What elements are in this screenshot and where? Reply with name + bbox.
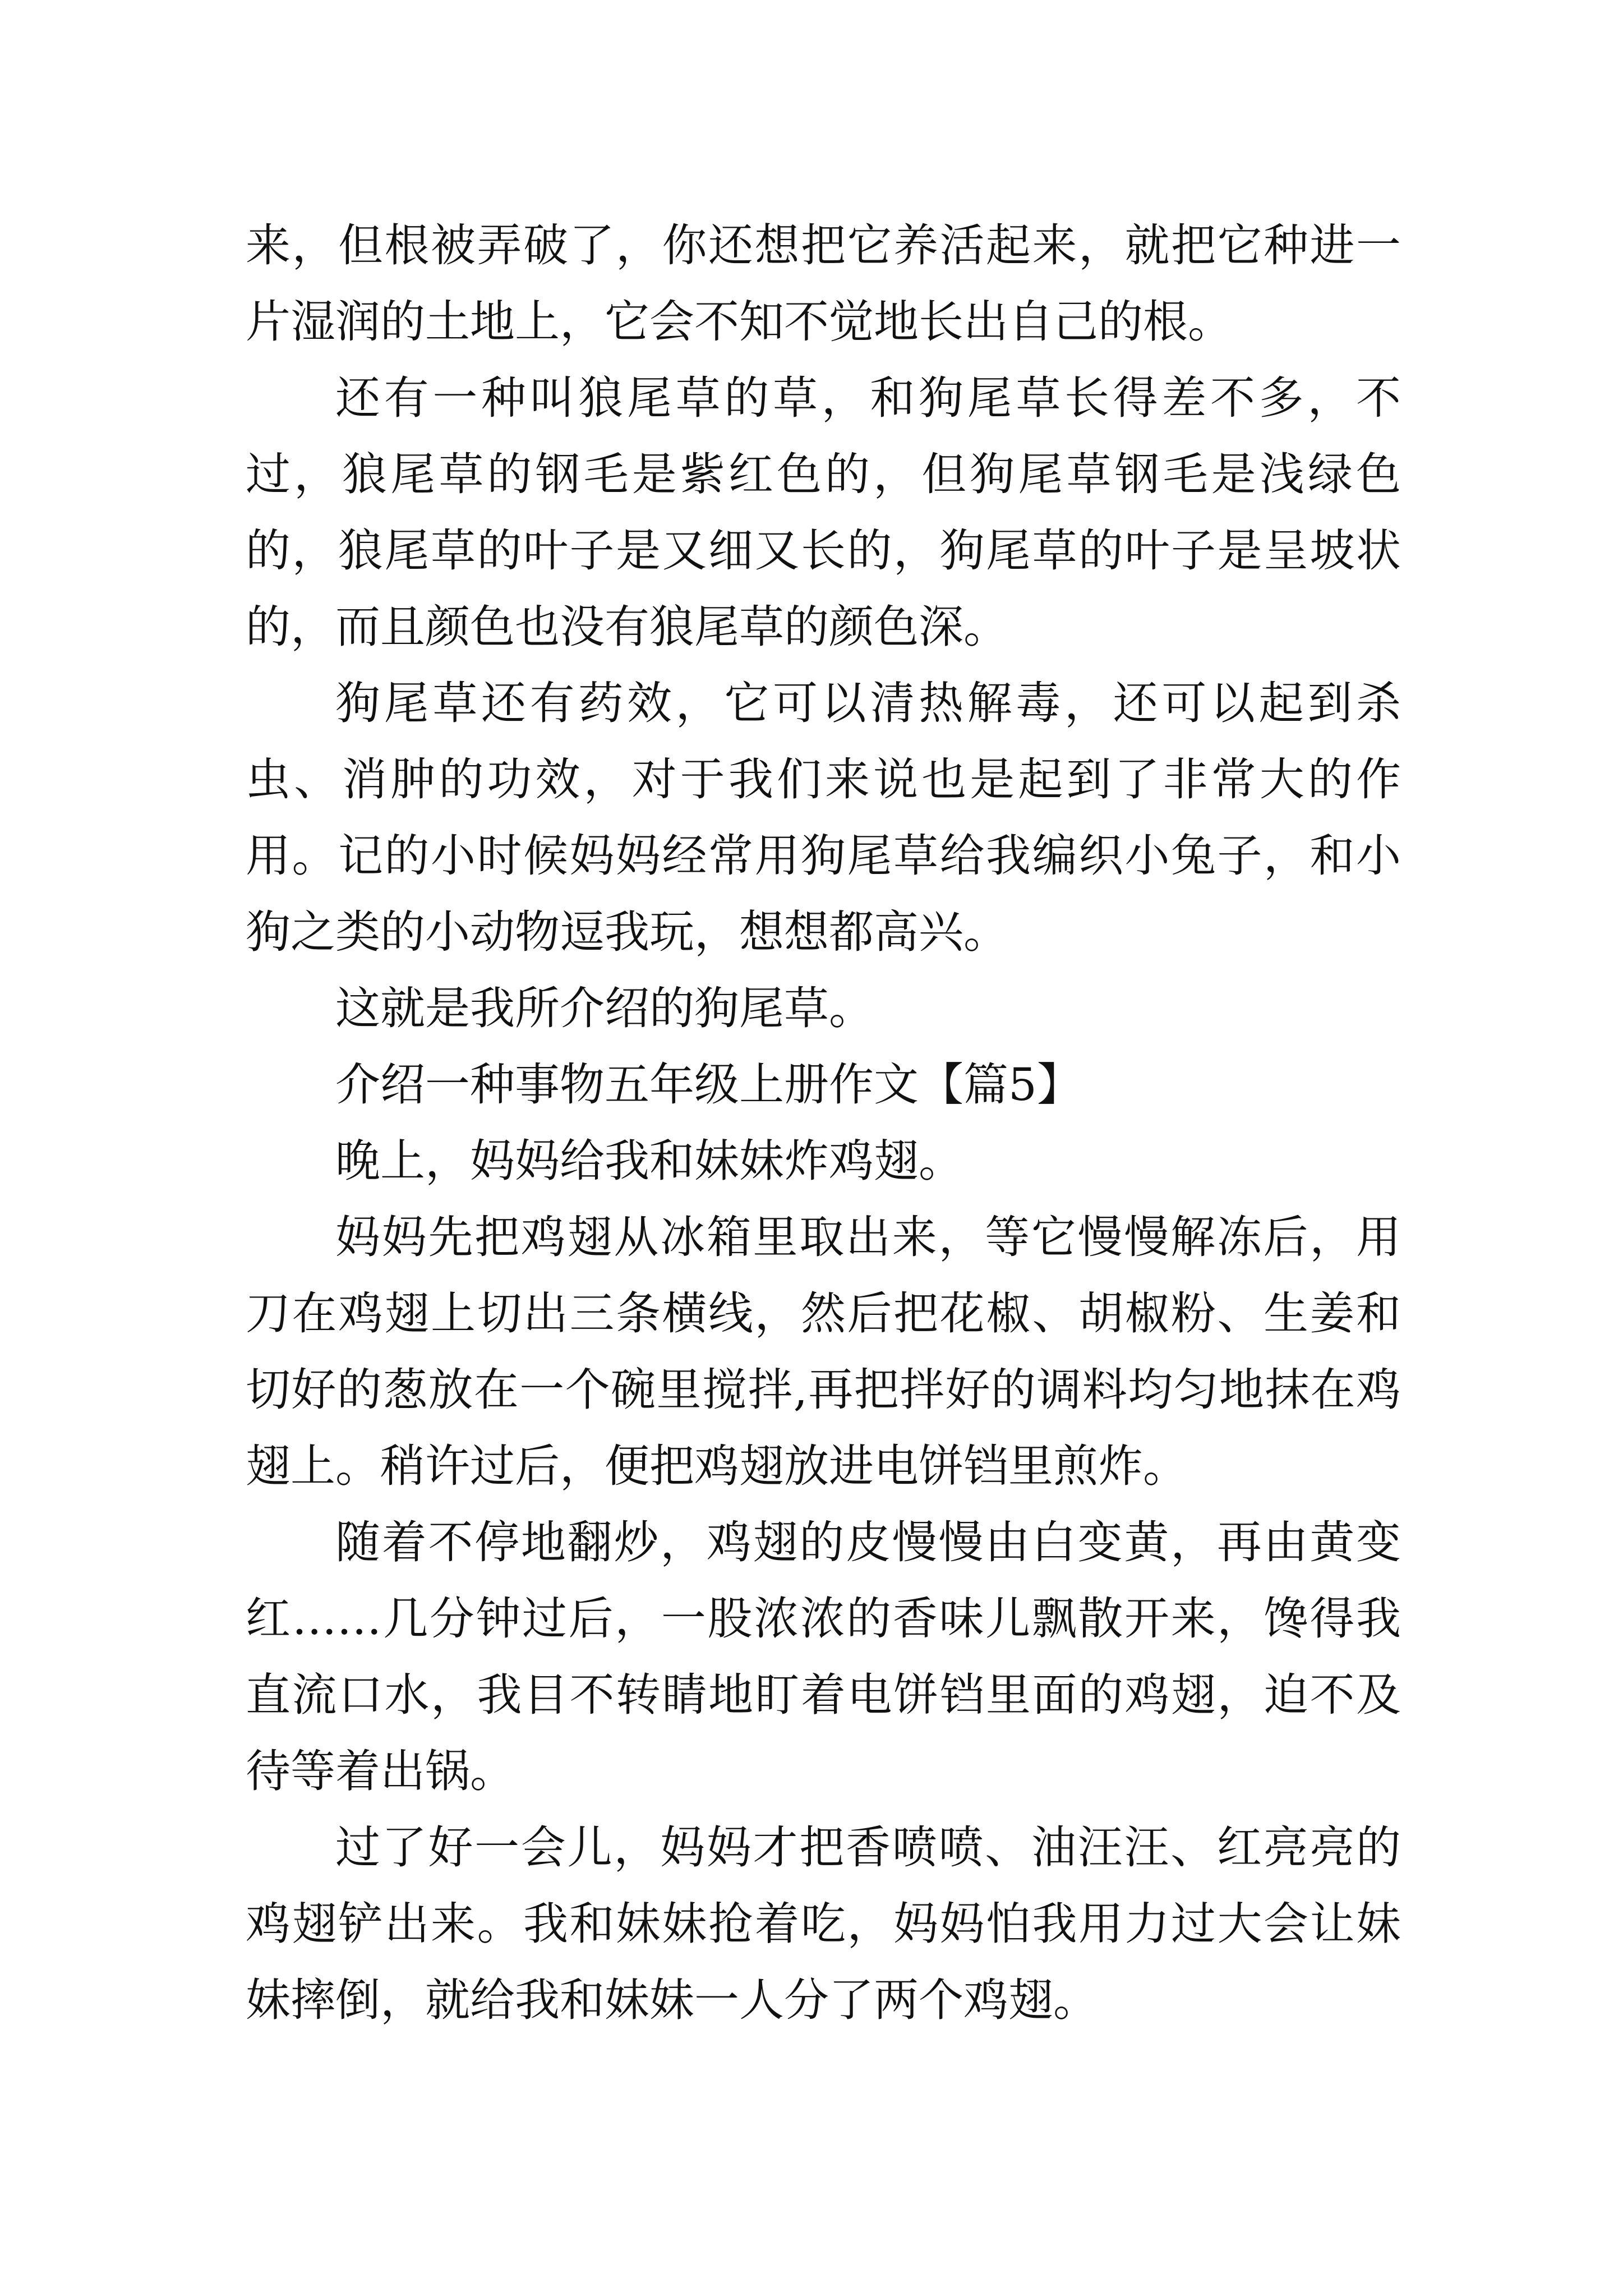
paragraph: 还有一种叫狼尾草的草，和狗尾草长得差不多，不过，狼尾草的钢毛是紫红色的，但狗尾草钢毛是浅绿色的，狼尾草的叶子是又细又长的，狗尾草的叶子是呈坡状的，而且颜色也没有狼尾草的颜色深。 [246,372,1401,653]
paragraph: 来，但根被弄破了，你还想把它养活起来，就把它种进一片湿润的土地上，它会不知不觉地长出自己的根。 [246,219,1401,348]
paragraph: 这就是我所介绍的狗尾草。 [335,982,874,1034]
paragraph: 过了好一会儿，妈妈才把香喷喷、油汪汪、红亮亮的鸡翅铲出来。我和妹妹抢着吃，妈妈怕我用力过大会让妹妹摔倒，就给我和妹妹一人分了两个鸡翅。 [246,1821,1401,2026]
document-body [246,208,1401,2039]
paragraph: 晚上，妈妈给我和妹妹炸鸡翅。 [335,1135,963,1187]
section-heading: 介绍一种事物五年级上册作文【篇5】 [335,1059,1082,1111]
paragraph: 随着不停地翻炒，鸡翅的皮慢慢由白变黄，再由黄变红……几分钟过后，一股浓浓的香味儿飘散开来，馋得我直流口水，我目不转睛地盯着电饼铛里面的鸡翅，迫不及待等着出锅。 [246,1516,1401,1797]
paragraph: 狗尾草还有药效，它可以清热解毒，还可以起到杀虫、消肿的功效，对于我们来说也是起到了非常大的作用。记的小时候妈妈经常用狗尾草给我编织小兔子，和小狗之类的小动物逗我玩，想想都高兴。 [246,677,1401,958]
paragraph: 妈妈先把鸡翅从冰箱里取出来，等它慢慢解冻后，用刀在鸡翅上切出三条横线，然后把花椒、胡椒粉、生姜和切好的葱放在一个碗里搅拌,再把拌好的调料均匀地抹在鸡翅上。稍许过后，便把鸡翅放进电饼铛里煎炸。 [246,1211,1401,1492]
